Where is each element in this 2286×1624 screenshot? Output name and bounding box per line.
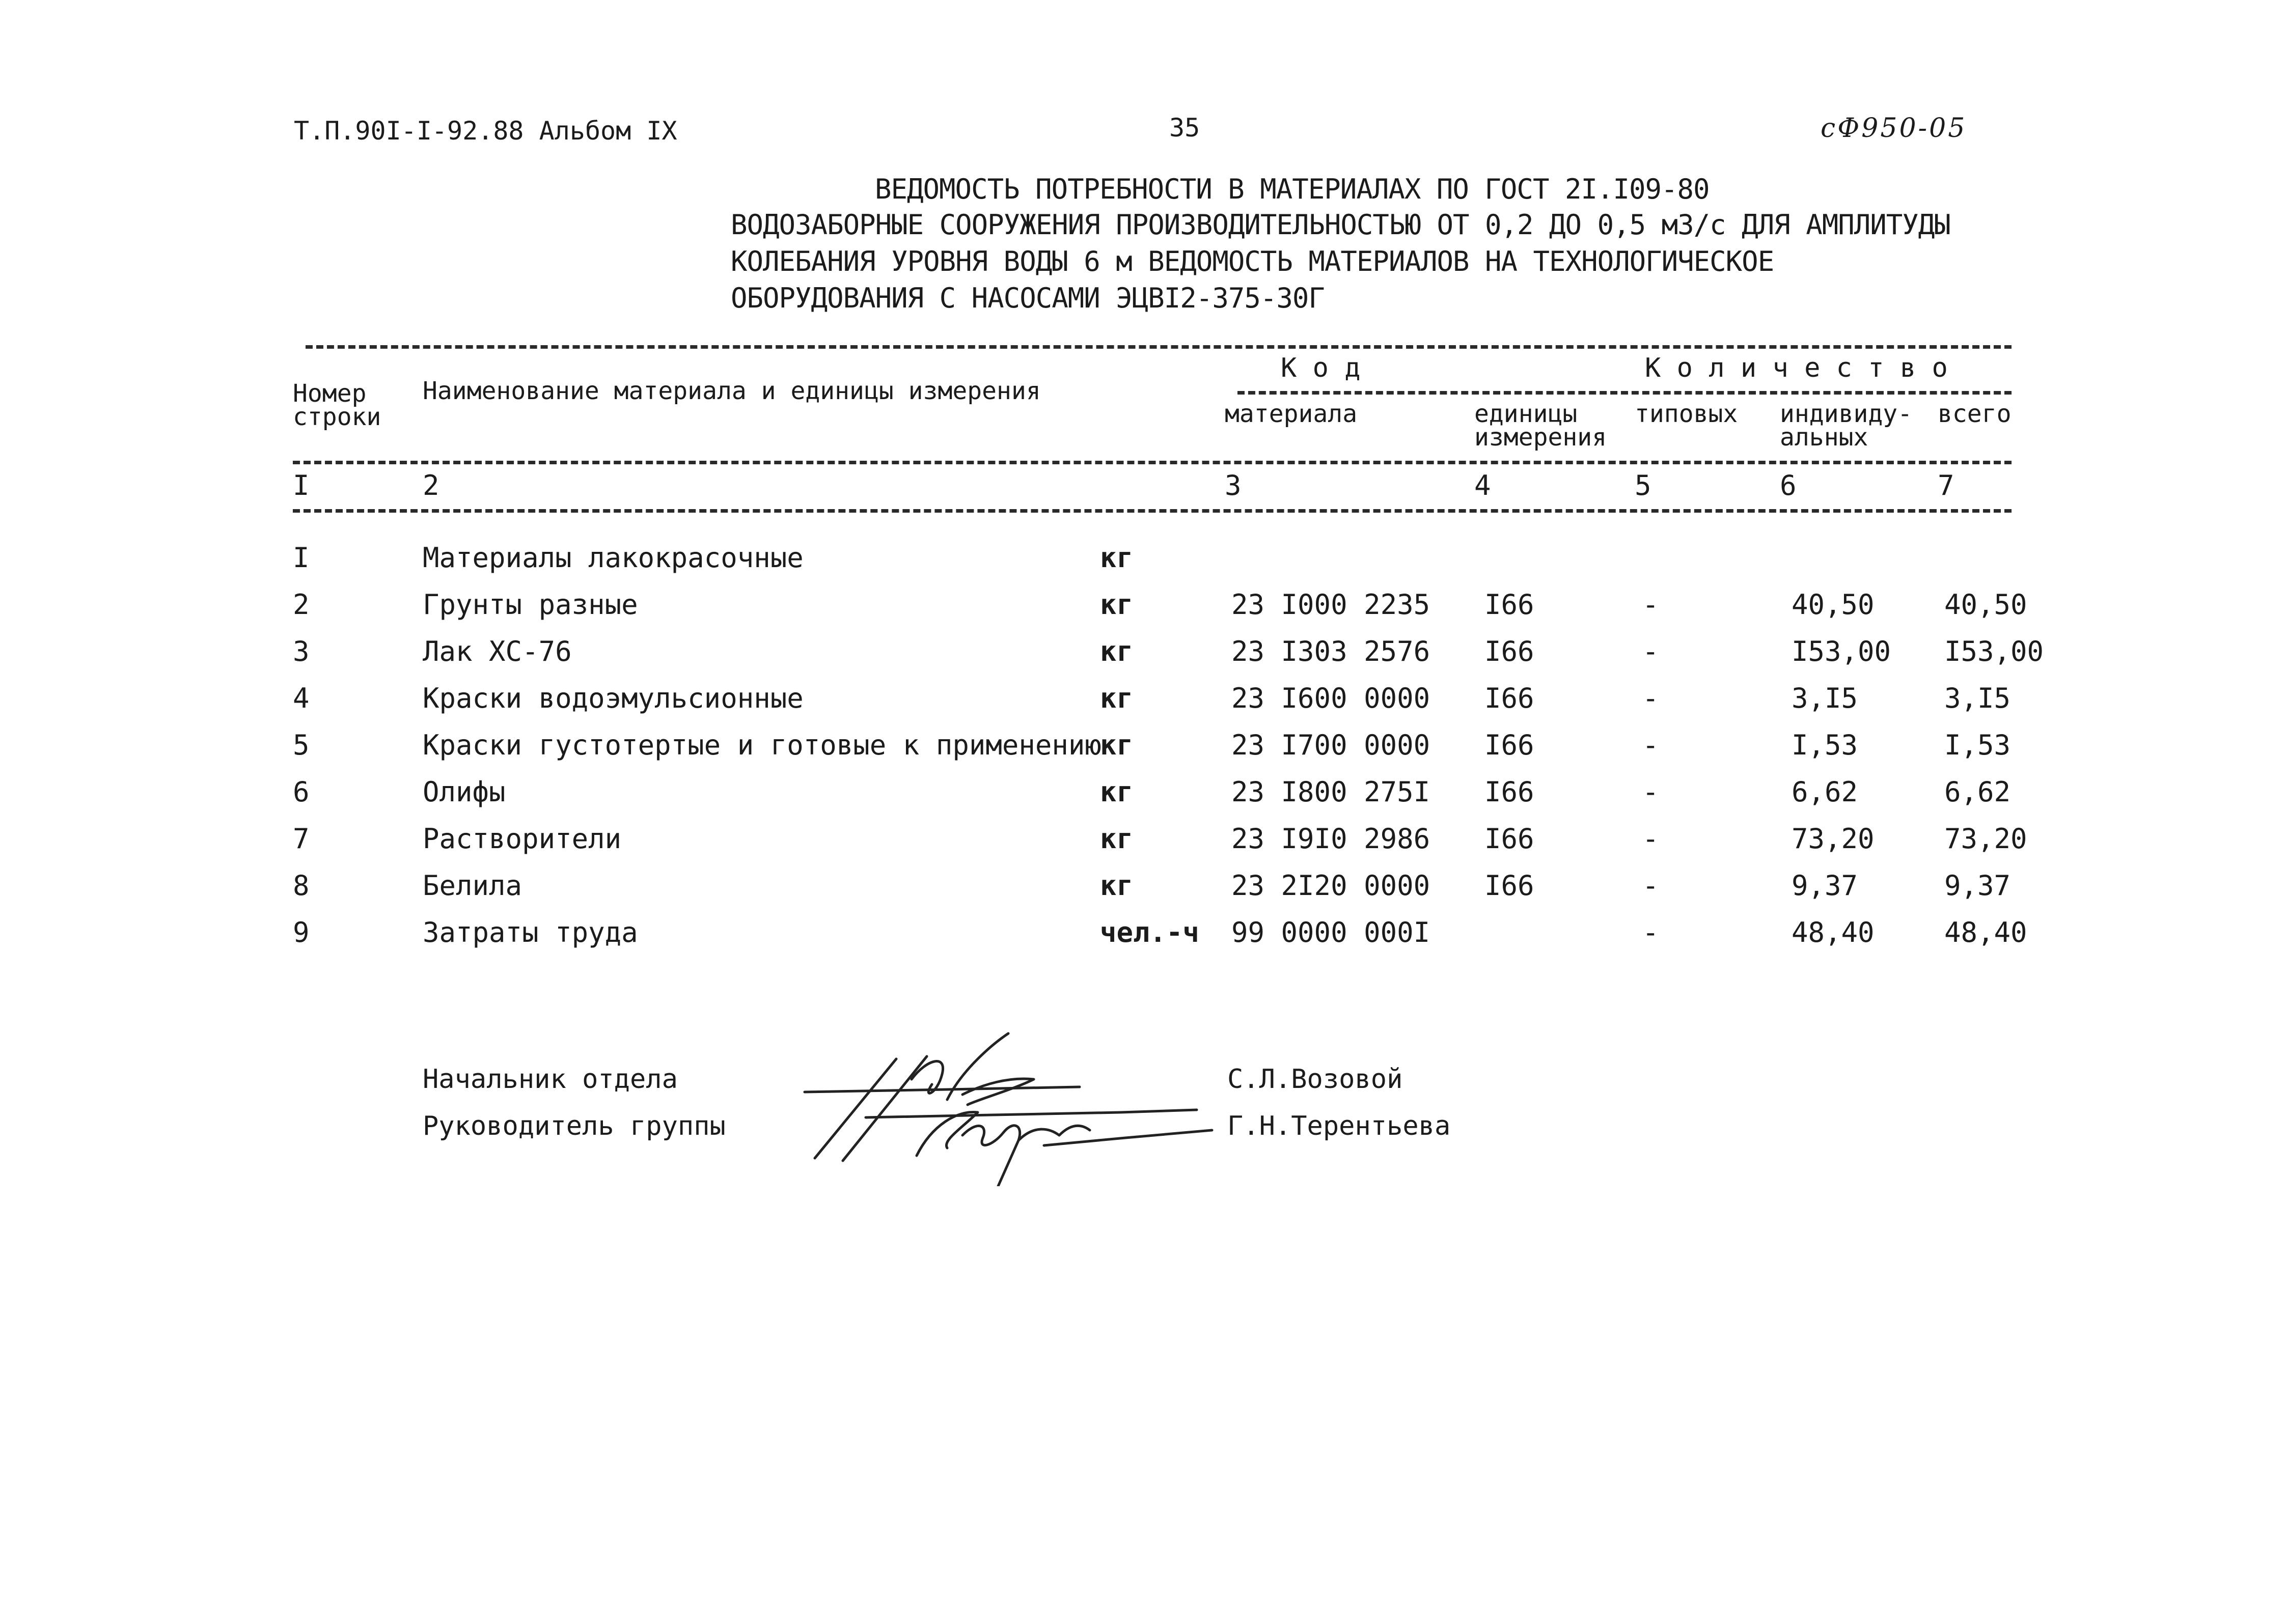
- col-header-row-no-1: Номер: [293, 379, 367, 408]
- cell-material-name: Олифы: [423, 776, 506, 808]
- cell-total-quantity: I,53: [1944, 729, 2011, 761]
- col-number-7: 7: [1938, 469, 1954, 501]
- cell-typical-quantity: -: [1642, 916, 1659, 948]
- cell-unit: кг: [1100, 776, 1134, 808]
- group-header-rule: [1237, 391, 2012, 395]
- cell-individual-quantity: 3,I5: [1792, 682, 1858, 714]
- header-bottom-rule: [293, 461, 2012, 464]
- cell-unit: кг: [1100, 635, 1134, 667]
- cell-unit-code: I66: [1484, 729, 1534, 761]
- cell-typical-quantity: -: [1642, 682, 1659, 714]
- column-numbers-rule: [293, 509, 2012, 513]
- col-header-individual: [1780, 400, 1913, 452]
- cell-material-code: 23 I9I0 2986: [1231, 823, 1430, 855]
- signature-role-1: Начальник отдела: [423, 1064, 678, 1095]
- cell-row-number: 7: [293, 823, 310, 855]
- cell-unit: чел.-ч: [1100, 916, 1200, 948]
- col-number-6: 6: [1780, 469, 1797, 501]
- cell-typical-quantity: -: [1642, 870, 1659, 902]
- col-header-material-code: материала: [1225, 400, 1358, 428]
- cell-typical-quantity: -: [1642, 729, 1659, 761]
- col-header-total: всего: [1938, 400, 2012, 428]
- cell-row-number: 9: [293, 916, 310, 948]
- cell-total-quantity: 6,62: [1944, 776, 2011, 808]
- cell-row-number: I: [293, 542, 310, 574]
- cell-individual-quantity: 6,62: [1792, 776, 1858, 808]
- cell-total-quantity: 48,40: [1944, 916, 2027, 948]
- signature-name-2: Г.Н.Терентьева: [1227, 1111, 1451, 1141]
- col-header-row-no-2: строки: [293, 403, 381, 431]
- cell-material-name: Лак ХС-76: [423, 635, 572, 667]
- page-number: 35: [1169, 113, 1200, 143]
- cell-unit: кг: [1100, 542, 1134, 574]
- cell-unit-code: I66: [1484, 635, 1534, 667]
- cell-total-quantity: I53,00: [1944, 635, 2044, 667]
- cell-individual-quantity: 9,37: [1792, 870, 1858, 902]
- cell-unit: кг: [1100, 870, 1134, 902]
- title-line-4: ОБОРУДОВАНИЯ С НАСОСАМИ ЭЦВI2-375-30Г: [731, 282, 1325, 314]
- signature-name-1: С.Л.Возовой: [1227, 1064, 1403, 1095]
- col-header-unit-code-2: измерения: [1474, 423, 1607, 452]
- cell-material-code: 23 I800 275I: [1231, 776, 1430, 808]
- cell-individual-quantity: 40,50: [1792, 589, 1875, 621]
- cell-unit-code: I66: [1484, 870, 1534, 902]
- col-header-name: Наименование материала и единицы измерения: [423, 377, 1041, 405]
- cell-material-code: 23 I600 0000: [1231, 682, 1430, 714]
- title-line-3: КОЛЕБАНИЯ УРОВНЯ ВОДЫ 6 м ВЕДОМОСТЬ МАТЕРИАЛОВ НА ТЕХНОЛОГИЧЕСКОЕ: [731, 245, 1774, 277]
- cell-material-code: 23 I303 2576: [1231, 635, 1430, 667]
- cell-material-name: Белила: [423, 870, 522, 902]
- title-line-2: ВОДОЗАБОРНЫЕ СООРУЖЕНИЯ ПРОИЗВОДИТЕЛЬНОСТЬЮ ОТ 0,2 ДО 0,5 м3/с ДЛЯ АМПЛИТУДЫ: [731, 209, 1950, 241]
- col-number-1: I: [293, 469, 310, 501]
- cell-material-name: Краски густотертые и готовые к применению: [423, 729, 1101, 761]
- col-header-unit-code: [1474, 400, 1607, 452]
- cell-material-code: 23 2I20 0000: [1231, 870, 1430, 902]
- handwritten-code: сФ950-05: [1821, 113, 1967, 144]
- cell-unit-code: I66: [1484, 776, 1534, 808]
- document-reference: Т.П.90I-I-92.88 Альбом IX: [294, 116, 677, 146]
- table-top-rule: [306, 345, 2012, 349]
- cell-total-quantity: 3,I5: [1944, 682, 2011, 714]
- cell-total-quantity: 73,20: [1944, 823, 2027, 855]
- cell-row-number: 2: [293, 589, 310, 621]
- cell-material-code: 23 I700 0000: [1231, 729, 1430, 761]
- cell-row-number: 5: [293, 729, 310, 761]
- col-number-5: 5: [1635, 469, 1651, 501]
- cell-material-name: Грунты разные: [423, 589, 638, 621]
- cell-unit-code: I66: [1484, 682, 1534, 714]
- cell-unit: кг: [1100, 682, 1134, 714]
- col-number-4: 4: [1474, 469, 1491, 501]
- title-line-1: ВЕДОМОСТЬ ПОТРЕБНОСТИ В МАТЕРИАЛАХ ПО ГОСТ 2I.I09-80: [875, 173, 1710, 205]
- cell-unit-code: I66: [1484, 823, 1534, 855]
- cell-typical-quantity: -: [1642, 823, 1659, 855]
- col-header-individual-1: индивиду-: [1780, 400, 1913, 428]
- group-header-quantity: К о л и ч е с т в о: [1645, 353, 1948, 383]
- cell-individual-quantity: 48,40: [1792, 916, 1875, 948]
- cell-typical-quantity: -: [1642, 589, 1659, 621]
- cell-material-code: 23 I000 2235: [1231, 589, 1430, 621]
- cell-row-number: 8: [293, 870, 310, 902]
- cell-unit: кг: [1100, 823, 1134, 855]
- cell-material-name: Затраты труда: [423, 916, 638, 948]
- cell-material-code: 99 0000 000I: [1231, 916, 1430, 948]
- cell-individual-quantity: I53,00: [1792, 635, 1891, 667]
- cell-material-name: Растворители: [423, 823, 622, 855]
- col-header-row-no: [293, 379, 381, 431]
- cell-typical-quantity: -: [1642, 776, 1659, 808]
- cell-total-quantity: 40,50: [1944, 589, 2027, 621]
- col-header-individual-2: альных: [1780, 423, 1868, 452]
- cell-unit: кг: [1100, 589, 1134, 621]
- cell-unit: кг: [1100, 729, 1134, 761]
- col-number-2: 2: [423, 469, 439, 501]
- cell-total-quantity: 9,37: [1944, 870, 2011, 902]
- signature-role-2: Руководитель группы: [423, 1111, 726, 1141]
- col-header-typical: типовых: [1635, 400, 1738, 428]
- cell-material-name: Краски водоэмульсионные: [423, 682, 804, 714]
- cell-individual-quantity: 73,20: [1792, 823, 1875, 855]
- handwritten-signature: [794, 1023, 1227, 1186]
- cell-typical-quantity: -: [1642, 635, 1659, 667]
- col-number-3: 3: [1225, 469, 1242, 501]
- cell-individual-quantity: I,53: [1792, 729, 1858, 761]
- cell-material-name: Материалы лакокрасочные: [423, 542, 804, 574]
- col-header-unit-code-1: единицы: [1474, 400, 1578, 428]
- cell-row-number: 6: [293, 776, 310, 808]
- cell-row-number: 3: [293, 635, 310, 667]
- cell-row-number: 4: [293, 682, 310, 714]
- group-header-code: К о д: [1281, 353, 1361, 383]
- cell-unit-code: I66: [1484, 589, 1534, 621]
